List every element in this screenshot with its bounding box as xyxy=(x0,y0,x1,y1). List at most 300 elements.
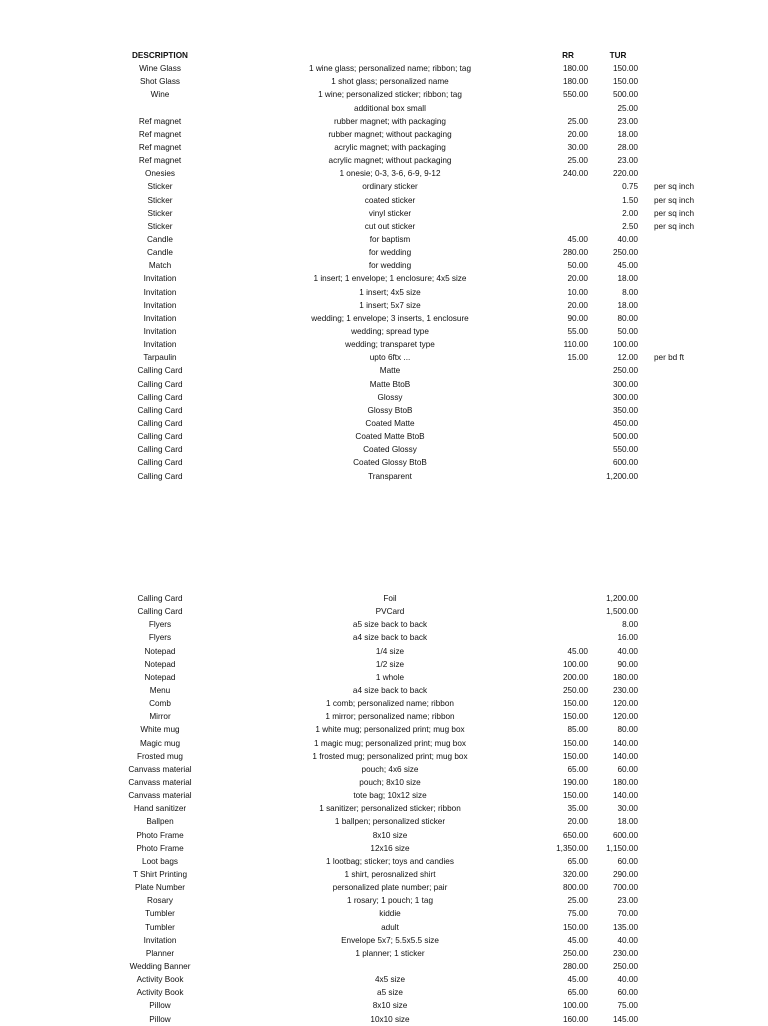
cell-description: Onesies xyxy=(144,169,176,179)
cell-details: a5 size xyxy=(377,988,403,998)
cell-description: Notepad xyxy=(144,672,176,682)
cell-description: Activity Book xyxy=(136,988,184,998)
cell-details: ordinary sticker xyxy=(362,182,418,192)
cell-description: Wine Glass xyxy=(139,64,181,74)
cell-tur-price: 60.00 xyxy=(617,764,638,774)
table-row xyxy=(0,934,768,947)
cell-rr-price: 65.00 xyxy=(567,856,588,866)
cell-description: Invitation xyxy=(143,935,177,945)
cell-details: 4x5 size xyxy=(374,975,406,985)
cell-tur-price: 30.00 xyxy=(617,804,638,814)
cell-details: additional box small xyxy=(354,103,426,113)
table-row xyxy=(0,259,768,272)
table-row xyxy=(0,986,768,999)
cell-description: Flyers xyxy=(148,633,172,643)
table-row xyxy=(0,763,768,776)
cell-details: 1 wine; personalized sticker; ribbon; tag xyxy=(318,90,462,100)
cell-description: Pillow xyxy=(149,1001,171,1011)
cell-tur-price: 18.00 xyxy=(617,300,638,310)
cell-description: Notepad xyxy=(144,659,176,669)
cell-rr-price: 240.00 xyxy=(562,169,588,179)
table-row xyxy=(0,684,768,697)
cell-tur-price: 150.00 xyxy=(612,64,638,74)
cell-details: a4 size back to back xyxy=(352,633,428,643)
table-row xyxy=(0,194,768,207)
table-row xyxy=(0,351,768,364)
table-row xyxy=(0,286,768,299)
cell-description: Menu xyxy=(149,685,171,695)
cell-tur-price: 40.00 xyxy=(617,935,638,945)
table-row xyxy=(0,960,768,973)
cell-rr-price: 150.00 xyxy=(562,751,588,761)
cell-rr-price: 150.00 xyxy=(562,699,588,709)
cell-description: Calling Card xyxy=(137,379,183,389)
cell-description: Rosary xyxy=(147,896,173,906)
cell-description: Calling Card xyxy=(137,418,183,428)
cell-details: a4 size back to back xyxy=(352,685,428,695)
cell-rr-price: 75.00 xyxy=(567,909,588,919)
cell-rr-price: 280.00 xyxy=(562,961,588,971)
cell-rr-price: 110.00 xyxy=(563,340,588,350)
cell-description: Ballpen xyxy=(146,817,174,827)
cell-details: 1 sanitizer; personalized sticker; ribbon xyxy=(319,804,461,814)
cell-tur-price: 700.00 xyxy=(612,883,638,893)
cell-tur-price: 300.00 xyxy=(612,379,638,389)
table-row xyxy=(0,207,768,220)
cell-tur-price: 450.00 xyxy=(612,418,638,428)
cell-tur-price: 250.00 xyxy=(612,366,638,376)
cell-tur-price: 16.00 xyxy=(617,633,638,643)
cell-tur-price: 600.00 xyxy=(612,458,638,468)
cell-rr-price: 25.00 xyxy=(567,156,588,166)
cell-rr-price: 20.00 xyxy=(567,274,588,284)
cell-description: Ref magnet xyxy=(138,142,182,152)
cell-description: Tumbler xyxy=(145,922,175,932)
cell-details: 1/2 size xyxy=(375,659,405,669)
cell-rr-price: 45.00 xyxy=(567,234,588,244)
cell-tur-price: 120.00 xyxy=(612,712,638,722)
cell-description: Magic mug xyxy=(139,738,181,748)
cell-description: Candle xyxy=(147,234,173,244)
cell-tur-price: 28.00 xyxy=(617,142,638,152)
table-row xyxy=(0,658,768,671)
cell-rr-price: 90.00 xyxy=(567,313,588,323)
header-description: DESCRIPTION xyxy=(132,51,188,60)
table-row xyxy=(0,947,768,960)
cell-description: Pillow xyxy=(149,1014,171,1024)
cell-tur-price: 23.00 xyxy=(617,116,638,126)
cell-details: 8x10 size xyxy=(372,830,408,840)
cell-rr-price: 150.00 xyxy=(562,791,588,801)
cell-rr-price: 550.00 xyxy=(562,90,588,100)
cell-rr-price: 180.00 xyxy=(562,77,588,87)
cell-details: Glossy BtoB xyxy=(367,405,413,415)
table-row xyxy=(0,167,768,180)
table-row xyxy=(0,102,768,115)
table-row xyxy=(0,141,768,154)
cell-tur-price: 12.00 xyxy=(617,353,638,363)
cell-details: acrylic magnet; with packaging xyxy=(334,142,446,152)
cell-details: 1 frosted mug; personalized print; mug box xyxy=(312,751,468,761)
cell-tur-price: 180.00 xyxy=(612,777,638,787)
table-row xyxy=(0,430,768,443)
cell-tur-price: 70.00 xyxy=(617,909,638,919)
table-row xyxy=(0,907,768,920)
cell-rr-price: 200.00 xyxy=(562,672,588,682)
table-row xyxy=(0,999,768,1012)
cell-rr-price: 45.00 xyxy=(567,935,588,945)
cell-description: Sticker xyxy=(147,182,173,192)
cell-details: wedding; 1 envelope; 3 inserts, 1 enclosure xyxy=(311,313,469,323)
cell-tur-price: 18.00 xyxy=(617,274,638,284)
table-row xyxy=(0,338,768,351)
cell-tur-price: 18.00 xyxy=(617,817,638,827)
cell-description: Ref magnet xyxy=(138,129,182,139)
cell-details: Envelope 5x7; 5.5x5.5 size xyxy=(341,935,439,945)
table-row xyxy=(0,671,768,684)
cell-details: Coated Matte xyxy=(365,418,415,428)
cell-details: cut out sticker xyxy=(364,221,416,231)
cell-rr-price: 10.00 xyxy=(567,287,588,297)
table-row xyxy=(0,62,768,75)
cell-tur-price: 350.00 xyxy=(612,405,638,415)
cell-details: coated sticker xyxy=(364,195,416,205)
cell-rr-price: 45.00 xyxy=(567,975,588,985)
cell-tur-price: 1,150.00 xyxy=(606,843,638,853)
cell-description: Sticker xyxy=(147,208,173,218)
cell-tur-price: 8.00 xyxy=(622,620,638,630)
table-row xyxy=(0,815,768,828)
table-row xyxy=(0,645,768,658)
cell-details: rubber magnet; with packaging xyxy=(334,116,446,126)
header-rr: RR xyxy=(562,51,574,60)
cell-tur-price: 140.00 xyxy=(612,751,638,761)
cell-description: Canvass material xyxy=(128,791,192,801)
cell-rr-price: 100.00 xyxy=(562,659,588,669)
cell-details: Coated Glossy xyxy=(363,445,417,455)
cell-rr-price: 45.00 xyxy=(567,646,588,656)
cell-details: 1 rosary; 1 pouch; 1 tag xyxy=(346,896,434,906)
cell-tur-price: 60.00 xyxy=(617,856,638,866)
cell-details: 1 comb; personalized name; ribbon xyxy=(326,699,454,709)
cell-details: Transparent xyxy=(368,471,412,481)
table-row xyxy=(0,417,768,430)
cell-tur-price: 220.00 xyxy=(612,169,638,179)
cell-tur-price: 75.00 xyxy=(617,1001,638,1011)
cell-rr-price: 55.00 xyxy=(567,326,588,336)
cell-details: Foil xyxy=(383,594,397,603)
cell-description: Calling Card xyxy=(137,445,183,455)
cell-details: 1 ballpen; personalized sticker xyxy=(334,817,446,827)
cell-description: Calling Card xyxy=(137,366,183,376)
cell-rr-price: 800.00 xyxy=(562,883,588,893)
cell-details: Matte BtoB xyxy=(369,379,411,389)
cell-rr-price: 25.00 xyxy=(567,896,588,906)
cell-tur-price: 500.00 xyxy=(612,90,638,100)
cell-description: Ref magnet xyxy=(138,156,182,166)
cell-tur-price: 25.00 xyxy=(617,103,638,113)
cell-tur-price: 1,200.00 xyxy=(606,594,638,603)
table-row xyxy=(0,88,768,101)
cell-tur-price: 140.00 xyxy=(612,738,638,748)
cell-tur-price: 290.00 xyxy=(612,869,638,879)
cell-details: a5 size back to back xyxy=(352,620,428,630)
cell-details: adult xyxy=(381,922,399,932)
cell-description: Invitation xyxy=(143,340,177,350)
cell-description: Tarpaulin xyxy=(143,353,177,363)
cell-details: acrylic magnet; without packaging xyxy=(328,156,452,166)
cell-details: for wedding xyxy=(368,248,412,258)
table-row xyxy=(0,631,768,644)
cell-details: 10x10 size xyxy=(370,1014,410,1024)
cell-tur-price: 500.00 xyxy=(612,432,638,442)
cell-tur-price: 1,200.00 xyxy=(606,471,638,481)
table-row xyxy=(0,710,768,723)
table-row xyxy=(0,364,768,377)
cell-rr-price: 160.00 xyxy=(562,1014,588,1024)
cell-details: Coated Matte BtoB xyxy=(355,432,425,442)
cell-description: Calling Card xyxy=(137,458,183,468)
cell-description: Activity Book xyxy=(136,975,184,985)
cell-rr-price: 150.00 xyxy=(562,922,588,932)
cell-description: Comb xyxy=(149,699,171,709)
cell-tur-price: 40.00 xyxy=(617,975,638,985)
table-row xyxy=(0,723,768,736)
cell-tur-price: 18.00 xyxy=(617,129,638,139)
cell-tur-price: 145.00 xyxy=(612,1014,638,1024)
cell-details: Matte xyxy=(379,366,401,376)
table-row xyxy=(0,470,768,483)
table-row xyxy=(0,115,768,128)
cell-description: Calling Card xyxy=(137,405,183,415)
cell-tur-price: 90.00 xyxy=(617,659,638,669)
cell-description: Match xyxy=(148,261,172,271)
table-row xyxy=(0,881,768,894)
table-row xyxy=(0,391,768,404)
cell-tur-price: 100.00 xyxy=(612,340,638,350)
table-row xyxy=(0,750,768,763)
cell-tur-price: 80.00 xyxy=(617,313,638,323)
cell-unit: per sq inch xyxy=(654,195,695,205)
cell-tur-price: 1.50 xyxy=(622,195,638,205)
cell-tur-price: 250.00 xyxy=(612,961,638,971)
cell-description: Invitation xyxy=(143,274,177,284)
cell-details: kiddie xyxy=(379,909,401,919)
cell-tur-price: 600.00 xyxy=(612,830,638,840)
cell-details: vinyl sticker xyxy=(368,208,412,218)
table-row xyxy=(0,868,768,881)
cell-rr-price: 250.00 xyxy=(562,685,588,695)
cell-details: 1 wine glass; personalized name; ribbon; tag xyxy=(308,64,472,74)
cell-details: 1 shirt, perosnalized shirt xyxy=(344,869,436,879)
cell-description: Sticker xyxy=(147,195,173,205)
cell-description: Invitation xyxy=(143,313,177,323)
cell-description: Notepad xyxy=(144,646,176,656)
cell-tur-price: 50.00 xyxy=(617,326,638,336)
cell-rr-price: 65.00 xyxy=(567,988,588,998)
table-row xyxy=(0,220,768,233)
cell-tur-price: 230.00 xyxy=(612,948,638,958)
cell-tur-price: 40.00 xyxy=(617,646,638,656)
cell-details: 1 mirror; personalized name; ribbon xyxy=(325,712,455,722)
cell-description: Wedding Banner xyxy=(129,961,191,971)
cell-details: PVCard xyxy=(375,607,405,617)
table-row xyxy=(0,272,768,285)
cell-rr-price: 150.00 xyxy=(562,738,588,748)
cell-details: 1 shot glass; personalized name xyxy=(331,77,449,87)
table-row xyxy=(0,697,768,710)
cell-details: pouch; 8x10 size xyxy=(359,777,421,787)
table-row xyxy=(0,894,768,907)
cell-description: Calling Card xyxy=(137,471,183,481)
cell-tur-price: 2.50 xyxy=(622,221,638,231)
cell-rr-price: 50.00 xyxy=(567,261,588,271)
table-row xyxy=(0,842,768,855)
cell-rr-price: 20.00 xyxy=(567,300,588,310)
cell-description: Invitation xyxy=(143,287,177,297)
cell-description: Calling Card xyxy=(137,392,183,402)
table-row xyxy=(0,312,768,325)
table-row xyxy=(0,128,768,141)
cell-details: tote bag; 10x12 size xyxy=(353,791,427,801)
cell-tur-price: 180.00 xyxy=(612,672,638,682)
cell-rr-price: 1,350.00 xyxy=(556,843,588,853)
cell-details: 1 insert; 4x5 size xyxy=(359,287,421,297)
table-row xyxy=(0,855,768,868)
cell-description: Wine xyxy=(150,90,170,100)
table-row xyxy=(0,776,768,789)
cell-details: 1 insert; 5x7 size xyxy=(359,300,421,310)
cell-rr-price: 20.00 xyxy=(567,817,588,827)
table-row xyxy=(0,246,768,259)
cell-details: 1 white mug; personalized print; mug box xyxy=(315,725,465,735)
cell-unit: per sq inch xyxy=(654,221,695,231)
cell-tur-price: 1,500.00 xyxy=(606,607,638,617)
table-row xyxy=(0,592,768,605)
table-row xyxy=(0,737,768,750)
cell-tur-price: 140.00 xyxy=(612,791,638,801)
cell-rr-price: 650.00 xyxy=(562,830,588,840)
cell-rr-price: 100.00 xyxy=(562,1001,588,1011)
cell-tur-price: 2.00 xyxy=(622,208,638,218)
cell-details: Coated Glossy BtoB xyxy=(353,458,427,468)
table-row xyxy=(0,180,768,193)
cell-details: upto 6ftx ... xyxy=(369,353,411,363)
cell-details: 1 onesie; 0-3, 3-6, 6-9, 9-12 xyxy=(339,169,441,179)
cell-details: wedding; transparet type xyxy=(345,340,435,350)
table-row xyxy=(0,973,768,986)
cell-tur-price: 250.00 xyxy=(612,248,638,258)
cell-details: 1 whole xyxy=(375,672,405,682)
cell-details: pouch; 4x6 size xyxy=(361,764,419,774)
cell-rr-price: 190.00 xyxy=(562,777,588,787)
cell-tur-price: 230.00 xyxy=(612,685,638,695)
cell-details: for baptism xyxy=(369,234,411,244)
table-row xyxy=(0,404,768,417)
cell-tur-price: 550.00 xyxy=(612,445,638,455)
cell-tur-price: 0.75 xyxy=(622,182,638,192)
cell-rr-price: 180.00 xyxy=(562,64,588,74)
cell-description: T Shirt Printing xyxy=(133,869,187,879)
cell-description: Candle xyxy=(147,248,173,258)
cell-description: Photo Frame xyxy=(136,830,184,840)
cell-details: 8x10 size xyxy=(372,1001,408,1011)
cell-details: 1 planner; 1 sticker xyxy=(355,948,425,958)
header-tur: TUR xyxy=(609,51,627,60)
cell-description: Loot bags xyxy=(142,856,178,866)
cell-description: Flyers xyxy=(148,620,172,630)
cell-description: Invitation xyxy=(143,300,177,310)
cell-details: 1 lootbag; sticker; toys and candies xyxy=(326,856,454,866)
table-row xyxy=(0,325,768,338)
table-row xyxy=(0,921,768,934)
cell-tur-price: 135.00 xyxy=(612,922,638,932)
cell-rr-price: 150.00 xyxy=(562,712,588,722)
cell-tur-price: 300.00 xyxy=(612,392,638,402)
price-table-part-1 xyxy=(0,49,768,483)
table-row xyxy=(0,605,768,618)
header-row xyxy=(0,49,768,62)
cell-rr-price: 65.00 xyxy=(567,764,588,774)
cell-details: for wedding xyxy=(368,261,412,271)
cell-tur-price: 80.00 xyxy=(617,725,638,735)
table-row xyxy=(0,378,768,391)
cell-details: 12x16 size xyxy=(370,843,410,853)
cell-description: Shot Glass xyxy=(139,77,181,87)
table-row xyxy=(0,443,768,456)
cell-rr-price: 15.00 xyxy=(567,353,588,363)
cell-description: Mirror xyxy=(149,712,171,722)
cell-description: Canvass material xyxy=(128,764,192,774)
cell-description: Calling Card xyxy=(137,607,183,617)
cell-tur-price: 150.00 xyxy=(612,77,638,87)
cell-description: Tumbler xyxy=(145,909,175,919)
cell-unit: per bd ft xyxy=(654,353,685,363)
cell-rr-price: 20.00 xyxy=(567,129,588,139)
cell-details: 1 magic mug; personalized print; mug box xyxy=(313,738,466,748)
cell-tur-price: 8.00 xyxy=(622,287,638,297)
cell-tur-price: 40.00 xyxy=(617,234,638,244)
table-row xyxy=(0,789,768,802)
cell-tur-price: 23.00 xyxy=(617,156,638,166)
cell-tur-price: 60.00 xyxy=(617,988,638,998)
cell-tur-price: 120.00 xyxy=(612,699,638,709)
cell-description: Invitation xyxy=(143,326,177,336)
cell-rr-price: 320.00 xyxy=(562,869,588,879)
cell-tur-price: 23.00 xyxy=(617,896,638,906)
table-row xyxy=(0,618,768,631)
cell-unit: per sq inch xyxy=(654,208,695,218)
cell-tur-price: 45.00 xyxy=(617,261,638,271)
cell-description: Canvass material xyxy=(128,777,192,787)
table-row xyxy=(0,75,768,88)
cell-details: wedding; spread type xyxy=(351,326,429,336)
cell-details: rubber magnet; without packaging xyxy=(328,129,452,139)
cell-description: Hand sanitizer xyxy=(133,804,187,814)
cell-description: Calling Card xyxy=(137,432,183,442)
cell-rr-price: 85.00 xyxy=(567,725,588,735)
table-row xyxy=(0,456,768,469)
cell-details: 1/4 size xyxy=(375,646,405,656)
price-table-part-2 xyxy=(0,592,768,1026)
cell-details: personalized plate number; pair xyxy=(332,883,448,893)
table-row xyxy=(0,829,768,842)
table-row xyxy=(0,802,768,815)
cell-unit: per sq inch xyxy=(654,182,695,192)
cell-description: Planner xyxy=(145,948,175,958)
cell-description: Photo Frame xyxy=(136,843,184,853)
cell-details: Glossy xyxy=(377,392,403,402)
